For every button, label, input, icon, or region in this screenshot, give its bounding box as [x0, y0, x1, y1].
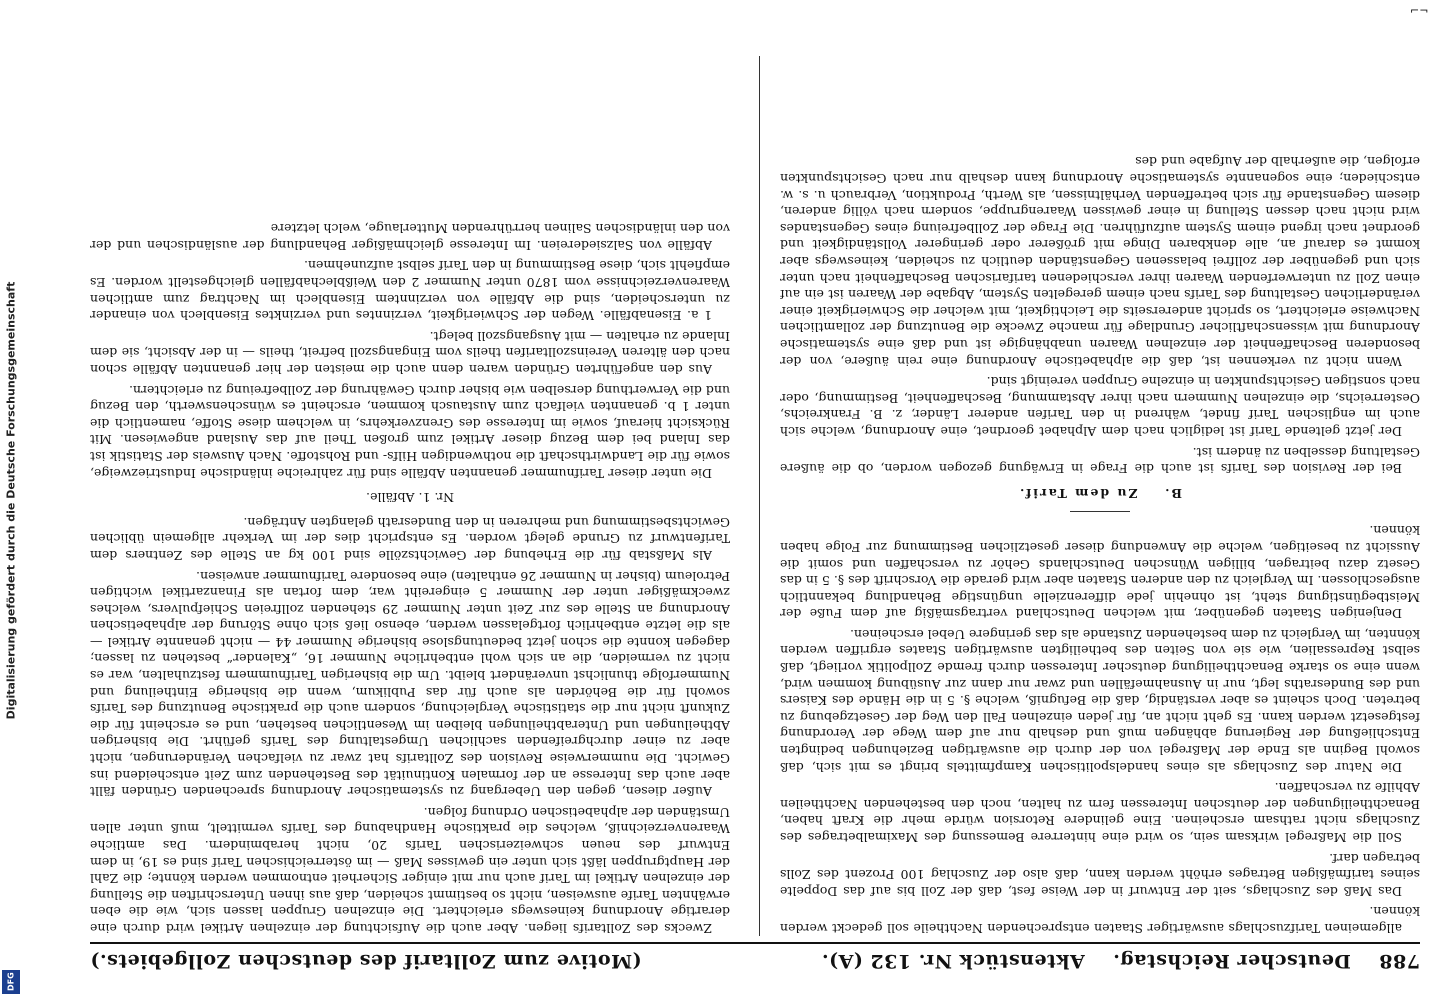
- paragraph: Bei der Revision des Tarifs ist auch die Frage in Erwägung gezogen worden, ob die äußere Gestaltung desselben zu ändern ist.: [780, 444, 1420, 477]
- corner-mark: ⌐¬: [1410, 4, 1429, 17]
- digitization-credit-strip: [0, 0, 22, 1000]
- right-column: [90, 56, 730, 936]
- paragraph: Wenn nicht zu verkennen ist, daß die alphabetische Anordnung eine rein äußere, von der besonderen Beschaffenheit der einzelnen Waaren unabhängige ist und daß eine systematische Anordnung mit wissenschaftlicher Grundlage für manche Zwecke die Benutzung der zollamtlichen Nachweise erleichtert, so spricht andererseits die Leichtigkeit, mit welcher die Schwierigkeit einer veränderlichen Gestaltung des Tarifs nach einem geregelten System, Abgabe der Waaren ist ein auf einen Zoll zu unterwerfenden Waaren ihrer verschiedenen tarifarischen Beschaffenheit nach unter sich und gegenüber der zollfrei belassenen Gegenständen deutlich zu scheiden, keineswegs aber kommt es darauf an, alle denkbaren Dinge mit größerer oder geringerer Vollständigkeit und geordnet nach irgend einem System aufzuführen. Die Frage der Zollbefreiung eines Gegenstandes wird nicht nach dessen Stellung in einer gewissen Waarengruppe, sondern nach völlig anderen, diesem Gegenstande für sich betreffenden Verhältnissen, als Werth, Produktion, Verbrauch u. s. w. entschieden; eine sogenannte systematische Anordnung kann deshalb nur nach Gesichtspunkten erfolgen, die außerhalb der Aufgabe und des: [780, 154, 1420, 369]
- paragraph: Außer diesen, gegen den Uebergang zu systematischer Anordnung sprechenden Gründen fällt aber auch das Interesse an der formalen Kontinuität des Bestehenden zum Zeit entscheidend ins Gewicht. Die nummerweise Revision des Zolltarifs hat zwar zu vielfachen Veränderungen, nicht aber zu einer durchgreifenden sachlichen Umgestaltung des Tarifs geführt. Die bisherigen Abtheilungen und Unterabtheilungen bleiben im Wesentlichen bestehen, und es erscheint für die Zukunft nicht nur die statistische Vergleichung, sondern auch die praktische Benutzung des Tarifs sowohl für die Behörden als auch für das Publikum, wenn die bisherige Eintheilung und Nummerfolge thunlichst unverändert bleibt. Um die bisherigen Tarifnummern festzuhalten, war es nicht zu vermeiden, die an sich wohl entbehrliche Nummer 16, „Kalender“ bestehen zu lassen; dagegen konnte die schon jetzt bedeutungslose bisherige Nummer 44 — nicht genannte Artikel — als die letzte entbehrlich fortgelassen werden, ebenso ließ sich ohne Störung der alphabetischen Anordnung an Stelle des zur Zeit unter Nummer 29 stehenden zollfreien Schiefpulvers, welches zweckmäßiger unter der Nummer 5 eingereiht war, dem fortan als Finanzartikel wichtigen Petroleum (bisher in Nummer 26 enthalten) eine besondere Tarifnummer anweisen.: [90, 568, 730, 800]
- paragraph: Die Natur des Zuschlags als eines handelspolitischen Kampfmittels bringt es mit sich, daß sowohl Beginn als Ende der Maßregel von der durch die auswärtigen Beziehungen bedingten Entschließung der Regierung abhängen muß und deshalb nur auf dem Wege der Verordnung festgesetzt werden kann. Es geht nicht an, für jeden einzelnen Fall den Weg der Gesetzgebung zu betreten. Doch scheint es aber verständig, daß die Befugniß, welche §. 5 in die Hände des Kaisers und des Bundesraths legt, nur in Ausnahmefällen und zwar nur dann zur Ausübung kommen wird, wenn eine so starke Benachtheiligung deutscher Interessen durch fremde Zollpolitik vorliegt, daß selbst Repressalien, wie sie von Seiten des betheiligten auswärtigen Staates ergriffen werden könnten, im Vergleich zu dem bestehenden Zustande als das geringere Uebel erscheinen.: [780, 626, 1420, 775]
- page-header: [90, 942, 1420, 978]
- paragraph: Zwecks des Zolltarifs liegen. Aber auch die Aufsichtung der einzelnen Artikel wird durch eine derartige Anordnung keineswegs erleichtert. Die einzelnen Gruppen lassen sich, wie die eben erwähnten Tarife ausweisen, nicht so bestimmt scheiden, daß aus ihnen Unterschriften die Stellung der einzelnen Artikel im Tarif auch nur mit einiger Sicherheit entnommen werden könnte; die Zahl der Hauptgruppen läßt sich unter ein gewisses Maß — im österreichischen Tarif sind es 19, in dem Entwurf des neuen schweizerischen Tarifs 20, nicht herabmindern. Das amtliche Waarenverzeichniß, welches die praktische Handhabung des Tarifs vermittelt, muß unter allen Umständen der alphabetischen Ordnung folgen.: [90, 804, 730, 936]
- paragraph: Abfälle von Salzsiedereien. Im Interesse gleichmäßiger Behandlung der ausländischen und der von den inländischen Salinen herrührenden Mutterlauge, welch letztere: [90, 221, 730, 253]
- paragraph: Denjenigen Staaten gegenüber, mit welchen Deutschland vertragsmäßig auf dem Fuße der Meistbegünstigung steht, ist ohnehin jede differenzielle ungünstige Behandlung bekanntlich ausgeschlossen. Im Vergleich zu den anderen Staaten aber wird gerade die Vorschrift des §. 5 in das Gesetz dazu beitragen, billigen Wünschen Deutschlands Gehör zu verschaffen und somit die Aussicht zu beseitigen, welche die Anwendung dieser gesetzlichen Bestimmung zur Folge haben können.: [780, 523, 1420, 622]
- paragraph: Aus den angeführten Gründen waren denn auch die meisten der hier genannten Abfälle schon nach den älteren Vereinszolltarifen theils vom Eingangszoll befreit, theils — in der Absicht, sie dem Inlande zu erhalten — mit Ausgangszoll belegt.: [90, 328, 730, 377]
- rotated-sheet: [90, 48, 1420, 978]
- left-column: [780, 56, 1420, 936]
- document-number: Aktenstück Nr. 132 (A).: [821, 950, 1085, 972]
- section-letter: B.: [1163, 485, 1183, 501]
- paragraph: allgemeinen Tarifzuschlags auswärtiger Staaten entsprechenden Nachtheile soll gedeckt werden können.: [780, 904, 1420, 936]
- paragraph: Soll die Maßregel wirksam sein, so wird eine hinterrere Bemessung des Maximalbetrages des Zuschlags nicht rathsam erscheinen. Eine gelindere Retorsion würde mehr die Kraft haben, Benachtheiligungen der deutschen Interessen fern zu halten, noch den bestehenden Nachtheilen Abhilfe zu verschaffen.: [780, 780, 1420, 846]
- page-number: 788: [1378, 950, 1420, 972]
- section-title: Zu dem Tarif.: [1018, 485, 1138, 501]
- header-title: Deutscher Reichstag.: [1112, 950, 1351, 972]
- divider: [1070, 511, 1130, 512]
- paragraph: Der jetzt geltende Tarif ist lediglich nach dem Alphabet geordnet, eine Anordnung, welche sich auch im englischen Tarif findet, während in den Tarifen anderer Länder, z. B. Frankreichs, Oesterreichs, die einzelnen Nummern nach ihrer Abstammung, Beschaffenheit, Bestimmung, oder nach sonstigen Gesichtspunkten in einzelne Gruppen vereinigt sind.: [780, 374, 1420, 439]
- paragraph: Das Maß des Zuschlags, seit der Entwurf in der Weise fest, daß der Zoll bis auf das Doppelte seines tarifmäßigen Betrages erhöht werden kann, daß also der Zuschlag 100 Prozent des Zolls betragen darf.: [780, 850, 1420, 899]
- paragraph: Die unter dieser Tarifnummer genannten Abfälle sind für zahlreiche inländische Industriezweige, sowie für die Landwirthschaft die nothwendigen Hilfs- und Rohstoffe. Nach Ausweis der Statistik ist das Inland bei dem Bezug dieser Artikel zum großen Theil auf das Ausland angewiesen. Mit Rücksicht hierauf, sowie im Interesse des Grenzverkehrs, in welchem diese Stoffe, namentlich die unter 1 b. genannten vielfach zum Austausch kommen, erscheint es wünschenswerth, den Bezug und die Verwerthung derselben wie bisher durch Gewährung der Zollbefreiung zu erleichtern.: [90, 382, 730, 481]
- dfg-logo: DFG: [2, 970, 20, 994]
- header-subtitle: (Motive zum Zolltarif des deutschen Zollgebiets.): [90, 950, 642, 972]
- item-heading: Nr. 1. Abfälle.: [366, 490, 454, 506]
- column-rule: [759, 56, 760, 936]
- digitization-credit: Digitalisierung gefördert durch die Deutsche Forschungsgemeinschaft: [4, 281, 18, 719]
- paragraph: 1 a. Eisenabfälle. Wegen der Schwierigkeit, verzinntes und verzinktes Eisenblech von einander zu unterscheiden, sind die Abfälle von verzinntem Eisenblech im Nachtrag zum amtlichen Waarenverzeichnisse vom 1870 unter Nummer 2 den Weißblechabfällen gleichgestellt worden. Es empfiehlt sich, diese Bestimmung in den Tarif selbst aufzunehmen.: [90, 258, 730, 324]
- section-heading: [780, 484, 1420, 501]
- paragraph: Als Maßstab für die Erhebung der Gewichtszölle sind 100 kg an Stelle des Zentners dem Tarifentwurf zu Grunde gelegt worden. Es entspricht dies der im Verkehr allgemein üblichen Gewichtsbestimmung und mehreren in den Bundesrath gelangten Anträgen.: [90, 514, 730, 563]
